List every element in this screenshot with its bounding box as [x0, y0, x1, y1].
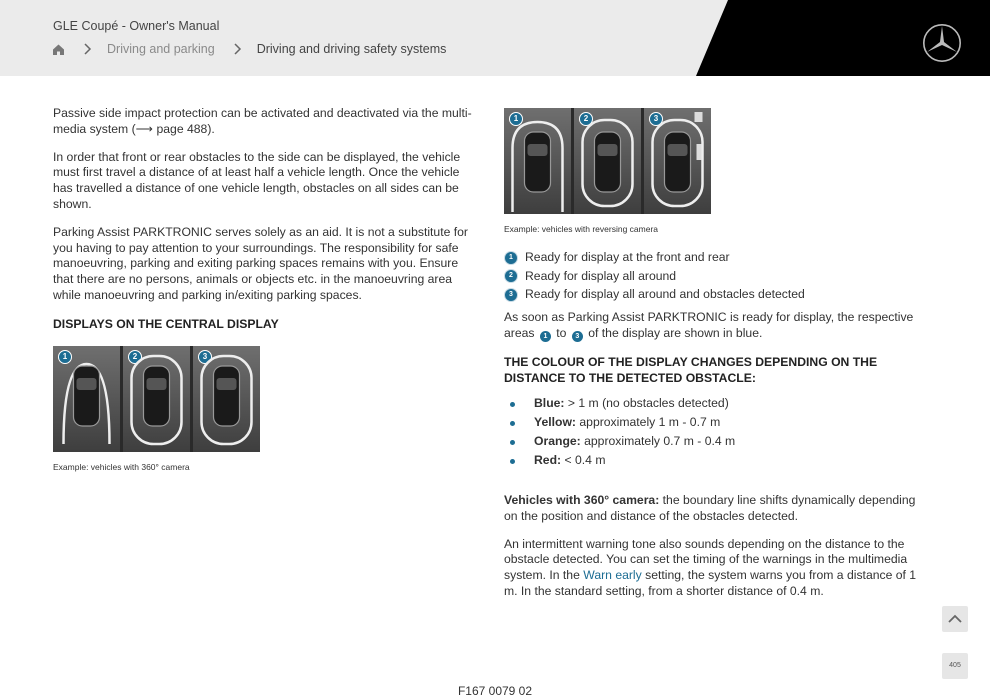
car-top-icon [123, 346, 190, 452]
paragraph-parktronic-aid: Parking Assist PARKTRONIC serves solely as an aid. It is not a substitute for you having to pay attention to your surroundings. The responsibility for safe manoeuvring, parking and exiting parking spaces remains with you. Ensure that there are no persons, animals or objects etc. in the manoeuvring area while manoeuvring and parking in/exiting parking spaces. [53, 224, 468, 302]
image-badge-2: 2 [128, 350, 142, 364]
car-top-icon [193, 346, 260, 452]
list-item [504, 250, 924, 266]
header [0, 0, 990, 76]
breadcrumb [52, 42, 446, 56]
image-badge-3: 3 [198, 350, 212, 364]
car-top-icon [53, 346, 120, 452]
camera-panel-3 [193, 346, 260, 452]
list-item [509, 415, 924, 431]
camera-panel-2 [574, 108, 641, 214]
camera-360-label: Vehicles with 360° camera: [504, 493, 660, 508]
footer-code: F167 0079 02 [457, 684, 533, 698]
camera-panel-3 [644, 108, 711, 214]
chevron-up-icon [942, 606, 968, 632]
list-item [504, 269, 924, 285]
areas-text-pre: As soon as Parking Assist PARKTRONIC is ready for display, the respective areas [504, 310, 914, 340]
list-item [509, 396, 924, 412]
paragraph-areas-blue [504, 310, 924, 342]
paragraph-360-camera [504, 493, 924, 525]
image-badge-1: 1 [509, 112, 523, 126]
mercedes-star-logo-icon [922, 23, 962, 63]
car-top-icon [504, 108, 571, 214]
colour-label: Yellow: [534, 415, 576, 430]
header-black-band [0, 0, 990, 76]
warn-early-link[interactable]: Warn early [583, 568, 642, 583]
colour-text: > 1 m (no obstacles detected) [567, 395, 729, 410]
number-badge: 3 [504, 288, 518, 302]
warning-text-pre: An intermittent warning tone also sounds depending on the distance to the obstacle detected. You can set the timing of the warnings in the multimedia system. In the [504, 536, 908, 583]
left-column [53, 106, 473, 476]
warning-text-post: setting, the system warns you from a distance of 1 m. In the standard setting, from a shorter distance of 0.4 m. [504, 568, 917, 599]
camera-360-image [53, 346, 260, 452]
paragraph-warning-tone [504, 537, 924, 600]
camera-panel-1 [53, 346, 120, 452]
right-column [504, 106, 924, 612]
areas-to-word: to [556, 325, 567, 340]
chevron-right-icon [81, 42, 95, 56]
colour-list [504, 396, 924, 469]
list-item-text: Ready for display at the front and rear [525, 249, 730, 264]
camera-panel-2 [123, 346, 190, 452]
number-badge: 1 [540, 331, 551, 342]
heading-colour-changes: THE COLOUR OF THE DISPLAY CHANGES DEPENDING ON THE DISTANCE TO THE DETECTED OBSTACLE: [504, 354, 878, 385]
list-item-text: Ready for display all around [525, 268, 677, 283]
image-badge-2: 2 [579, 112, 593, 126]
number-badge: 2 [504, 269, 518, 283]
car-top-icon [644, 108, 711, 214]
caption-reversing-camera: Example: vehicles with reversing camera [504, 224, 659, 234]
colour-text: approximately 0.7 m - 0.4 m [584, 434, 736, 449]
image-badge-3: 3 [649, 112, 663, 126]
colour-label: Red: [534, 453, 562, 468]
page-number-button[interactable]: 405 [942, 653, 968, 679]
reversing-camera-image [504, 108, 711, 214]
paragraph-side-impact: Passive side impact protection can be activated and deactivated via the multi-media system (⟶ page 488). [53, 106, 472, 136]
chevron-right-icon [231, 42, 245, 56]
image-badge-1: 1 [58, 350, 72, 364]
paragraph-obstacle-display: In order that front or rear obstacles to the side can be displayed, the vehicle must first travel a distance of at least half a vehicle length. Once the vehicle has travelled a distance of one vehicle length, obstacles on all sides can be shown. [53, 149, 461, 211]
list-item [504, 287, 924, 303]
areas-text-post: of the display are shown in blue. [588, 325, 763, 340]
heading-central-display: DISPLAYS ON THE CENTRAL DISPLAY [53, 316, 279, 331]
breadcrumb-driving-and-parking[interactable]: Driving and parking [107, 42, 215, 56]
colour-text: approximately 1 m - 0.7 m [579, 415, 721, 430]
number-badge: 1 [504, 251, 518, 265]
list-item [509, 453, 924, 469]
breadcrumb-current: Driving and driving safety systems [256, 42, 447, 56]
colour-label: Blue: [534, 395, 565, 410]
camera-360-text: the boundary line shifts dynamically depending on the position and distance of the obstacles detected. [504, 493, 916, 523]
scroll-to-top-button[interactable] [942, 606, 968, 632]
colour-text: < 0.4 m [564, 453, 606, 468]
car-top-icon [574, 108, 641, 214]
caption-360-camera: Example: vehicles with 360° camera [53, 461, 190, 472]
list-item [509, 434, 924, 450]
camera-panel-1 [504, 108, 571, 214]
manual-title: GLE Coupé - Owner's Manual [53, 19, 220, 33]
number-badge: 3 [572, 331, 583, 342]
colour-label: Orange: [534, 434, 581, 449]
home-icon[interactable] [52, 43, 65, 56]
list-item-text: Ready for display all around and obstacles detected [525, 287, 805, 302]
